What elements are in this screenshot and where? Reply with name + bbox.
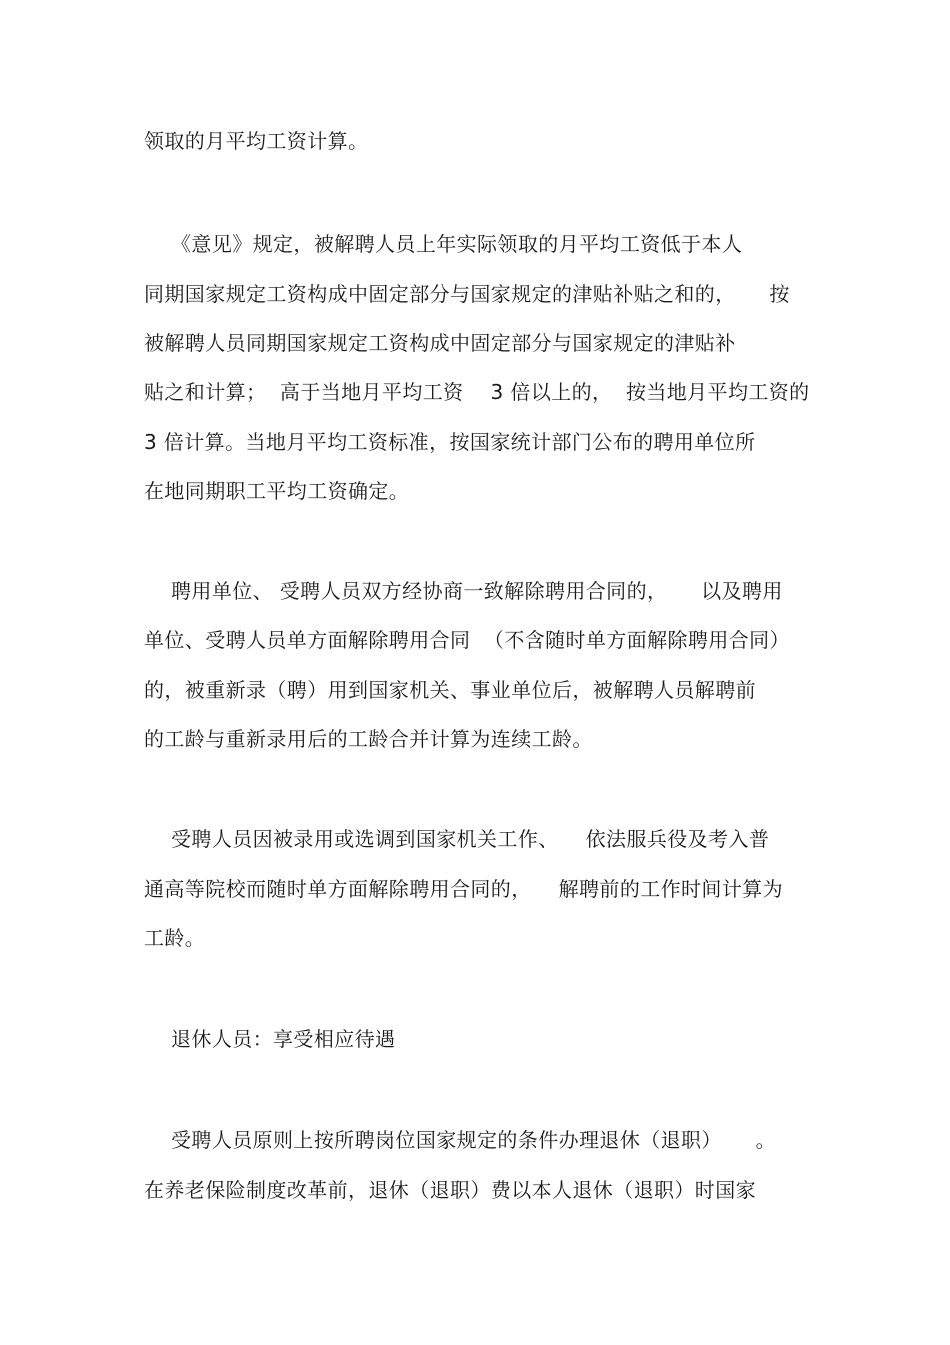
text-line: 聘用单位、 受聘人员双方经协商一致解除聘用合同的， 以及聘用 bbox=[144, 579, 783, 603]
text-line: 在地同期职工平均工资确定。 bbox=[144, 479, 410, 503]
text-line: 在养老保险制度改革前，退休（退职）费以本人退休（退职）时国家 bbox=[144, 1178, 756, 1202]
text-line: 贴之和计算； 高于当地月平均工资 3 倍以上的， 按当地月平均工资的 bbox=[144, 380, 810, 404]
text-line: 的工龄与重新录用后的工龄合并计算为连续工龄。 bbox=[144, 727, 593, 751]
text-line: 同期国家规定工资构成中固定部分与国家规定的津贴补贴之和的， 按 bbox=[144, 282, 790, 306]
section-heading: 退休人员：享受相应待遇 bbox=[144, 1027, 396, 1051]
text-line: 单位、受聘人员单方面解除聘用合同 （不含随时单方面解除聘用合同） bbox=[144, 628, 790, 652]
text-line: 领取的月平均工资计算。 bbox=[144, 129, 369, 153]
text-line: 通高等院校而随时单方面解除聘用合同的， 解聘前的工作时间计算为 bbox=[144, 877, 784, 901]
text-line: 受聘人员因被录用或选调到国家机关工作、 依法服兵役及考入普 bbox=[144, 827, 770, 851]
text-line: 《意见》规定，被解聘人员上年实际领取的月平均工资低于本人 bbox=[144, 232, 743, 256]
text-line: 受聘人员原则上按所聘岗位国家规定的条件办理退休（退职） 。 bbox=[144, 1128, 777, 1152]
text-line: 的，被重新录（聘）用到国家机关、事业单位后，被解聘人员解聘前 bbox=[144, 678, 756, 702]
text-line: 3 倍计算。当地月平均工资标准，按国家统计部门公布的聘用单位所 bbox=[144, 430, 756, 454]
text-line: 工龄。 bbox=[144, 926, 206, 950]
text-line: 被解聘人员同期国家规定工资构成中固定部分与国家规定的津贴补 bbox=[144, 331, 736, 355]
